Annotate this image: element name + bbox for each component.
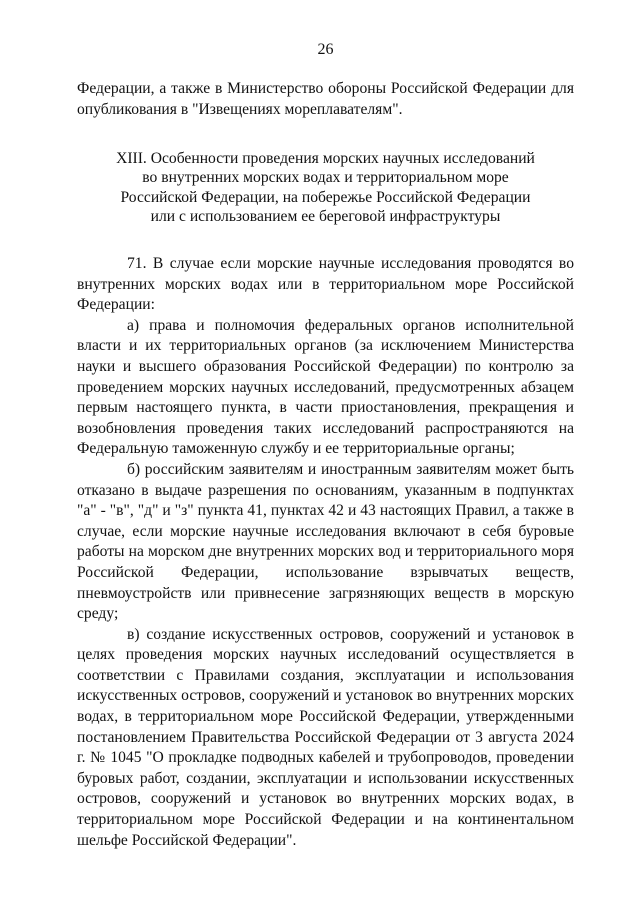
section-heading-line: во внутренних морских водах и территориальном море bbox=[142, 169, 509, 187]
clause-71-item-b: б) российским заявителям и иностранным заявителям может быть отказано в выдаче разрешения по основаниям, указанным в подпунктах "а" - "в", "д" и "з" пункта 41, пунктах 42 и 43 настоящих Правил, а также в случае, если морские научные исследования включают в себя буровые работы на морском дне внутренних морских вод и территориального моря Российской Федерации, использование взрывчатых веществ, пневмоустройств или привнесение загрязняющих веществ в морскую среду; bbox=[77, 460, 574, 623]
section-heading bbox=[77, 149, 574, 226]
section-heading-line: Российской Федерации, на побережье Российской Федерации bbox=[120, 188, 531, 206]
section-heading-line: XIII. Особенности проведения морских научных исследований bbox=[116, 150, 535, 168]
clause-71-lead: 71. В случае если морские научные исследования проводятся во внутренних морских водах или в территориальном море Российской Федерации: bbox=[77, 255, 574, 314]
clause-71-item-a: а) права и полномочия федеральных органов исполнительной власти и их территориальных органов (за исключением Министерства науки и высшего образования Российской Федерации) по контролю за проведением морских научных исследований, предусмотренных абзацем первым настоящего пункта, в части приостановления, прекращения и возобновления проведения таких исследований распространяются на Федеральную таможенную службу и ее территориальные органы; bbox=[77, 316, 574, 458]
clause-71-item-v: в) создание искусственных островов, сооружений и установок в целях проведения морских научных исследований осуществляется в соответствии с Правилами создания, эксплуатации и использования искусственных островов, сооружений и установок во внутренних морских водах, в территориальном море Российской Федерации, утвержденными постановлением Правительства Российской Федерации от 3 августа 2024 г. № 1045 "О прокладке подводных кабелей и трубопроводов, проведении буровых работ, создании, эксплуатации и использовании искусственных островов, сооружений и установок во внутренних морских водах, в территориальном море Российской Федерации и на континентальном шельфе Российской Федерации". bbox=[77, 625, 574, 849]
page-number: 26 bbox=[317, 41, 334, 58]
intro-paragraph: Федерации, а также в Министерство обороны Российской Федерации для опубликования в "Извещениях мореплавателям". bbox=[77, 80, 574, 118]
section-heading-line: или с использованием ее береговой инфраструктуры bbox=[150, 207, 501, 225]
